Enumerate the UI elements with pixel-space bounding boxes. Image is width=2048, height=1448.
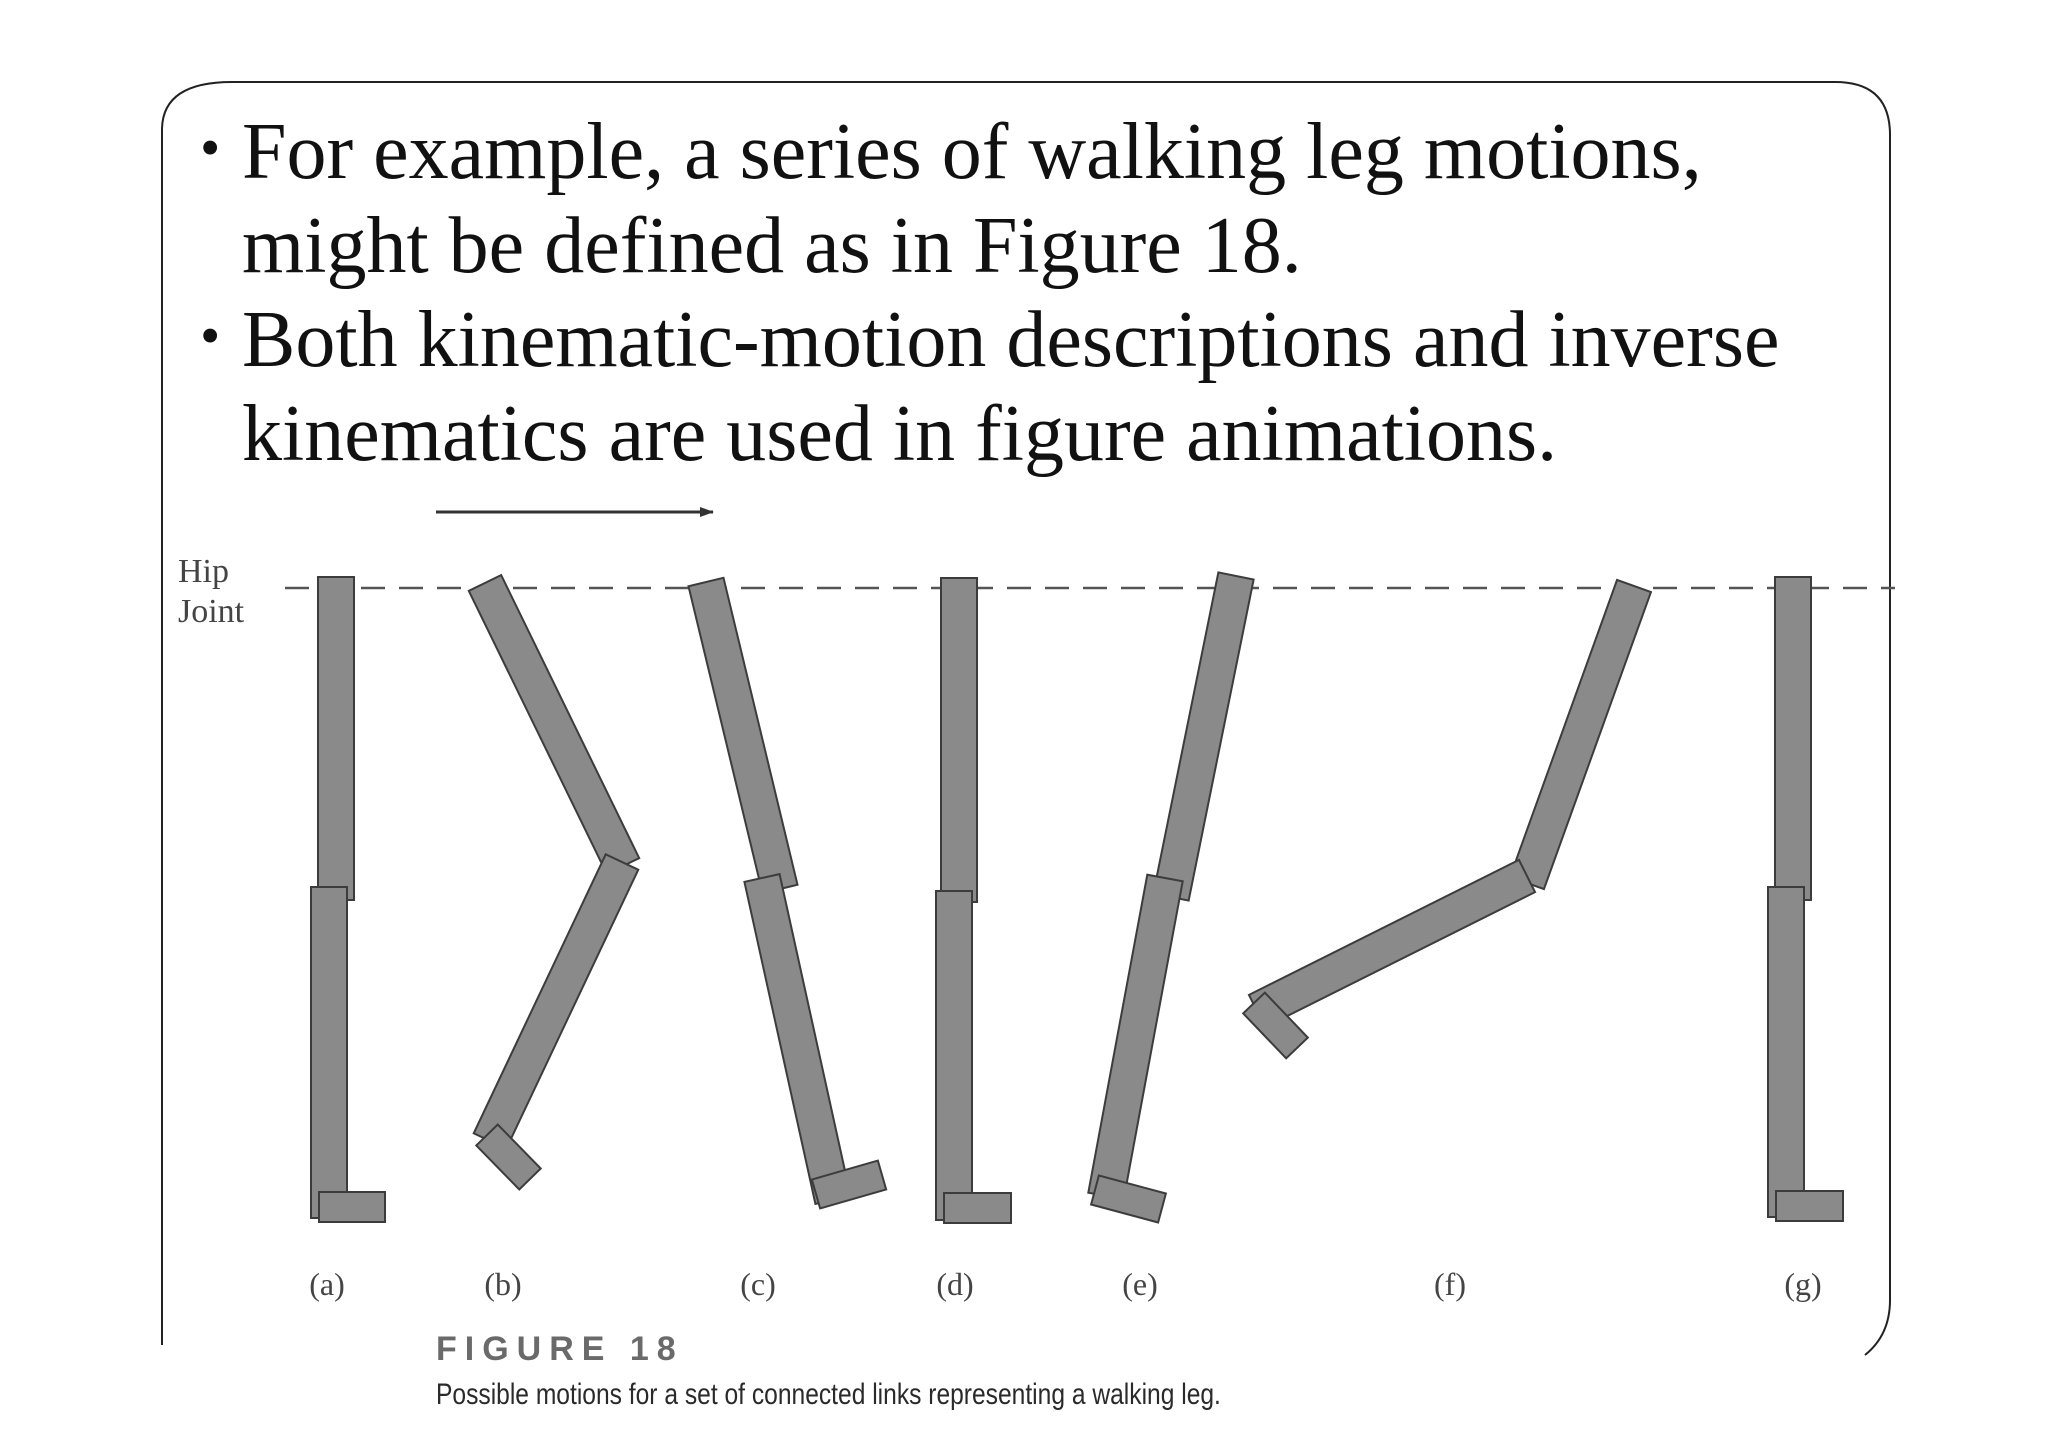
panel-label-c: (c): [740, 1266, 776, 1302]
shin-link-e: [1088, 875, 1182, 1200]
foot-link-e: [1091, 1176, 1166, 1223]
shin-link-g: [1768, 887, 1804, 1217]
thigh-link-a: [318, 577, 354, 900]
bullet-text: For example, a series of walking leg motions, might be defined as in Figure 18.: [242, 108, 1702, 290]
panel-label-a: (a): [309, 1266, 345, 1302]
panel-label-f: (f): [1434, 1266, 1466, 1302]
foot-link-a: [319, 1192, 385, 1222]
thigh-link-b: [469, 575, 639, 874]
bullet-text: Both kinematic-motion descriptions and inverse kinematics are used in figure animations.: [242, 296, 1780, 478]
panel-labels: [309, 1266, 1821, 1302]
shin-link-b: [474, 854, 639, 1148]
foot-link-d: [944, 1193, 1011, 1223]
thigh-link-e: [1153, 572, 1253, 900]
shin-link-c: [744, 874, 850, 1204]
shin-link-d: [936, 891, 972, 1220]
panel-label-g: (g): [1784, 1266, 1822, 1302]
thigh-link-f: [1510, 580, 1651, 889]
bullet-dot-icon: •: [200, 303, 221, 368]
hip-label: Hip Joint: [178, 553, 245, 630]
thigh-link-d: [941, 578, 977, 902]
figure-title: FIGURE 18: [436, 1330, 684, 1368]
shin-link-a: [311, 887, 347, 1218]
panel-label-d: (d): [936, 1266, 974, 1302]
panel-label-b: (b): [484, 1266, 522, 1302]
figure-caption: Possible motions for a set of connected links representing a walking leg.: [436, 1378, 1221, 1411]
bullet-dot-icon: •: [200, 115, 221, 180]
leg-links: [311, 572, 1843, 1223]
foot-link-g: [1776, 1191, 1843, 1221]
thigh-link-c: [689, 578, 798, 893]
thigh-link-g: [1775, 577, 1811, 900]
panel-label-e: (e): [1122, 1266, 1158, 1302]
shin-link-f: [1249, 860, 1535, 1027]
